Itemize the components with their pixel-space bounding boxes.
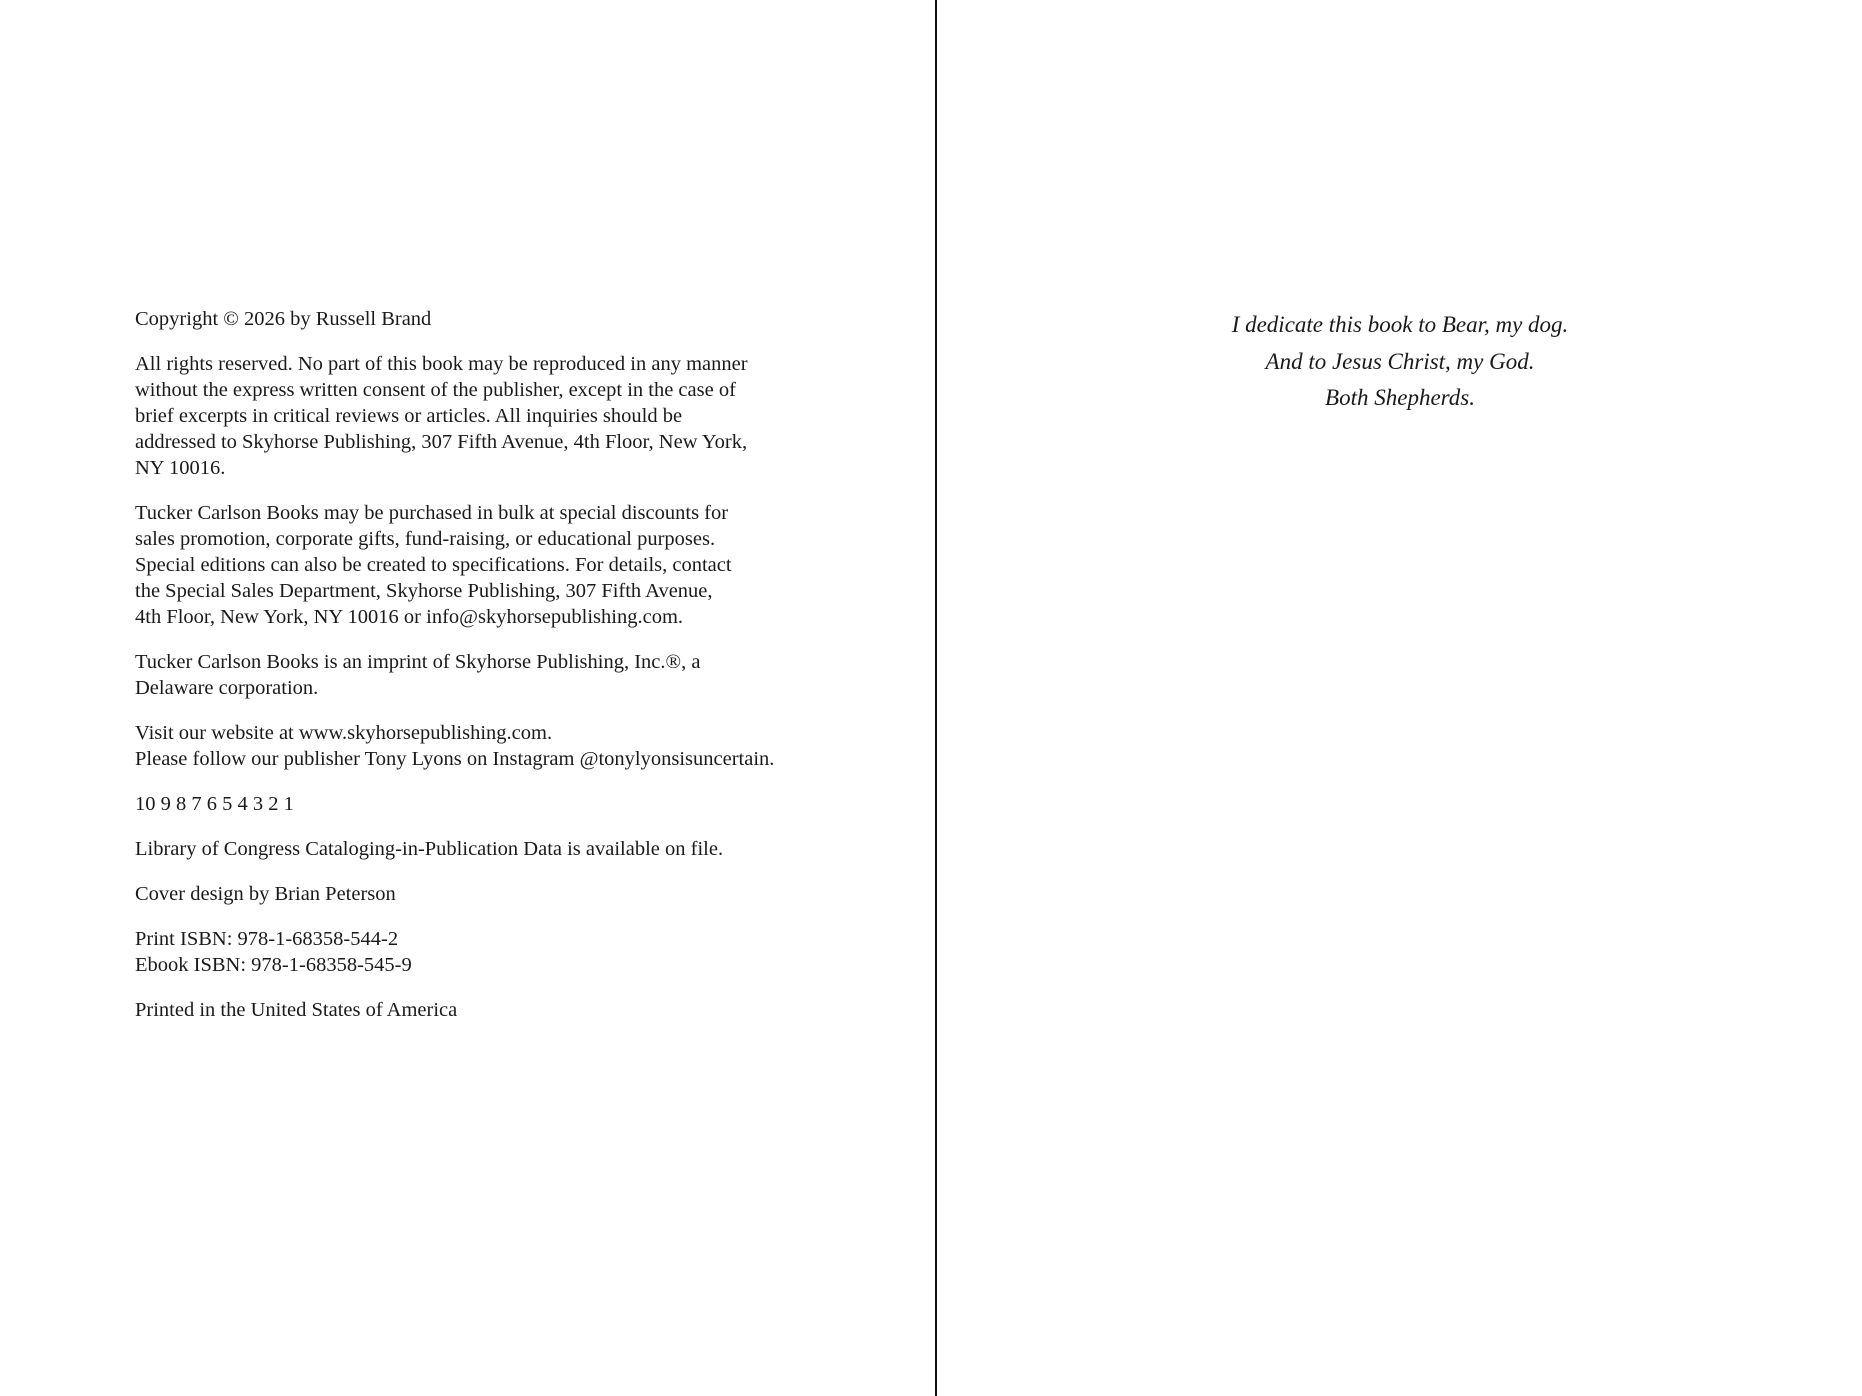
- dedication-text: [938, 307, 1862, 417]
- rights-statement: All rights reserved. No part of this book may be reproduced in any manner without the express written consent of the publisher, except in the case of brief excerpts in critical reviews or articles. All inquiries should be addressed to Skyhorse Publishing, 307 Fifth Avenue, 4th Floor, New York, NY 10016.: [135, 353, 748, 479]
- printed-in-statement: Printed in the United States of America: [135, 999, 458, 1021]
- dedication-line-2: And to Jesus Christ, my God.: [1265, 348, 1535, 374]
- printing-line: 10 9 8 7 6 5 4 3 2 1: [135, 793, 294, 815]
- isbn-block: Print ISBN: 978-1-68358-544-2 Ebook ISBN: 978-1-68358-545-9: [135, 928, 412, 976]
- page-divider: [935, 0, 937, 1396]
- website-statement: Visit our website at www.skyhorsepublishing.com. Please follow our publisher Tony Lyons on Instagram @tonylyonsisuncertain.: [135, 722, 775, 770]
- cip-statement: Library of Congress Cataloging-in-Publication Data is available on file.: [135, 838, 724, 860]
- copyright-notice: Copyright © 2026 by Russell Brand: [135, 308, 432, 330]
- bulk-sales-statement: Tucker Carlson Books may be purchased in bulk at special discounts for sales promotion, corporate gifts, fund-raising, or educational purposes. Special editions can also be created to specifications. For details, contact the Special Sales Department, Skyhorse Publishing, 307 Fifth Avenue, 4th Floor, New York, NY 10016 or info@skyhorsepublishing.com.: [135, 502, 732, 628]
- copyright-block: [135, 306, 815, 1042]
- dedication-page: [938, 0, 1862, 1396]
- dedication-line-1: I dedicate this book to Bear, my dog.: [1231, 312, 1569, 337]
- dedication-line-3: Both Shepherds.: [1325, 385, 1475, 410]
- imprint-statement: Tucker Carlson Books is an imprint of Skyhorse Publishing, Inc.®, a Delaware corporation.: [135, 651, 701, 699]
- cover-design-credit: Cover design by Brian Peterson: [135, 883, 396, 905]
